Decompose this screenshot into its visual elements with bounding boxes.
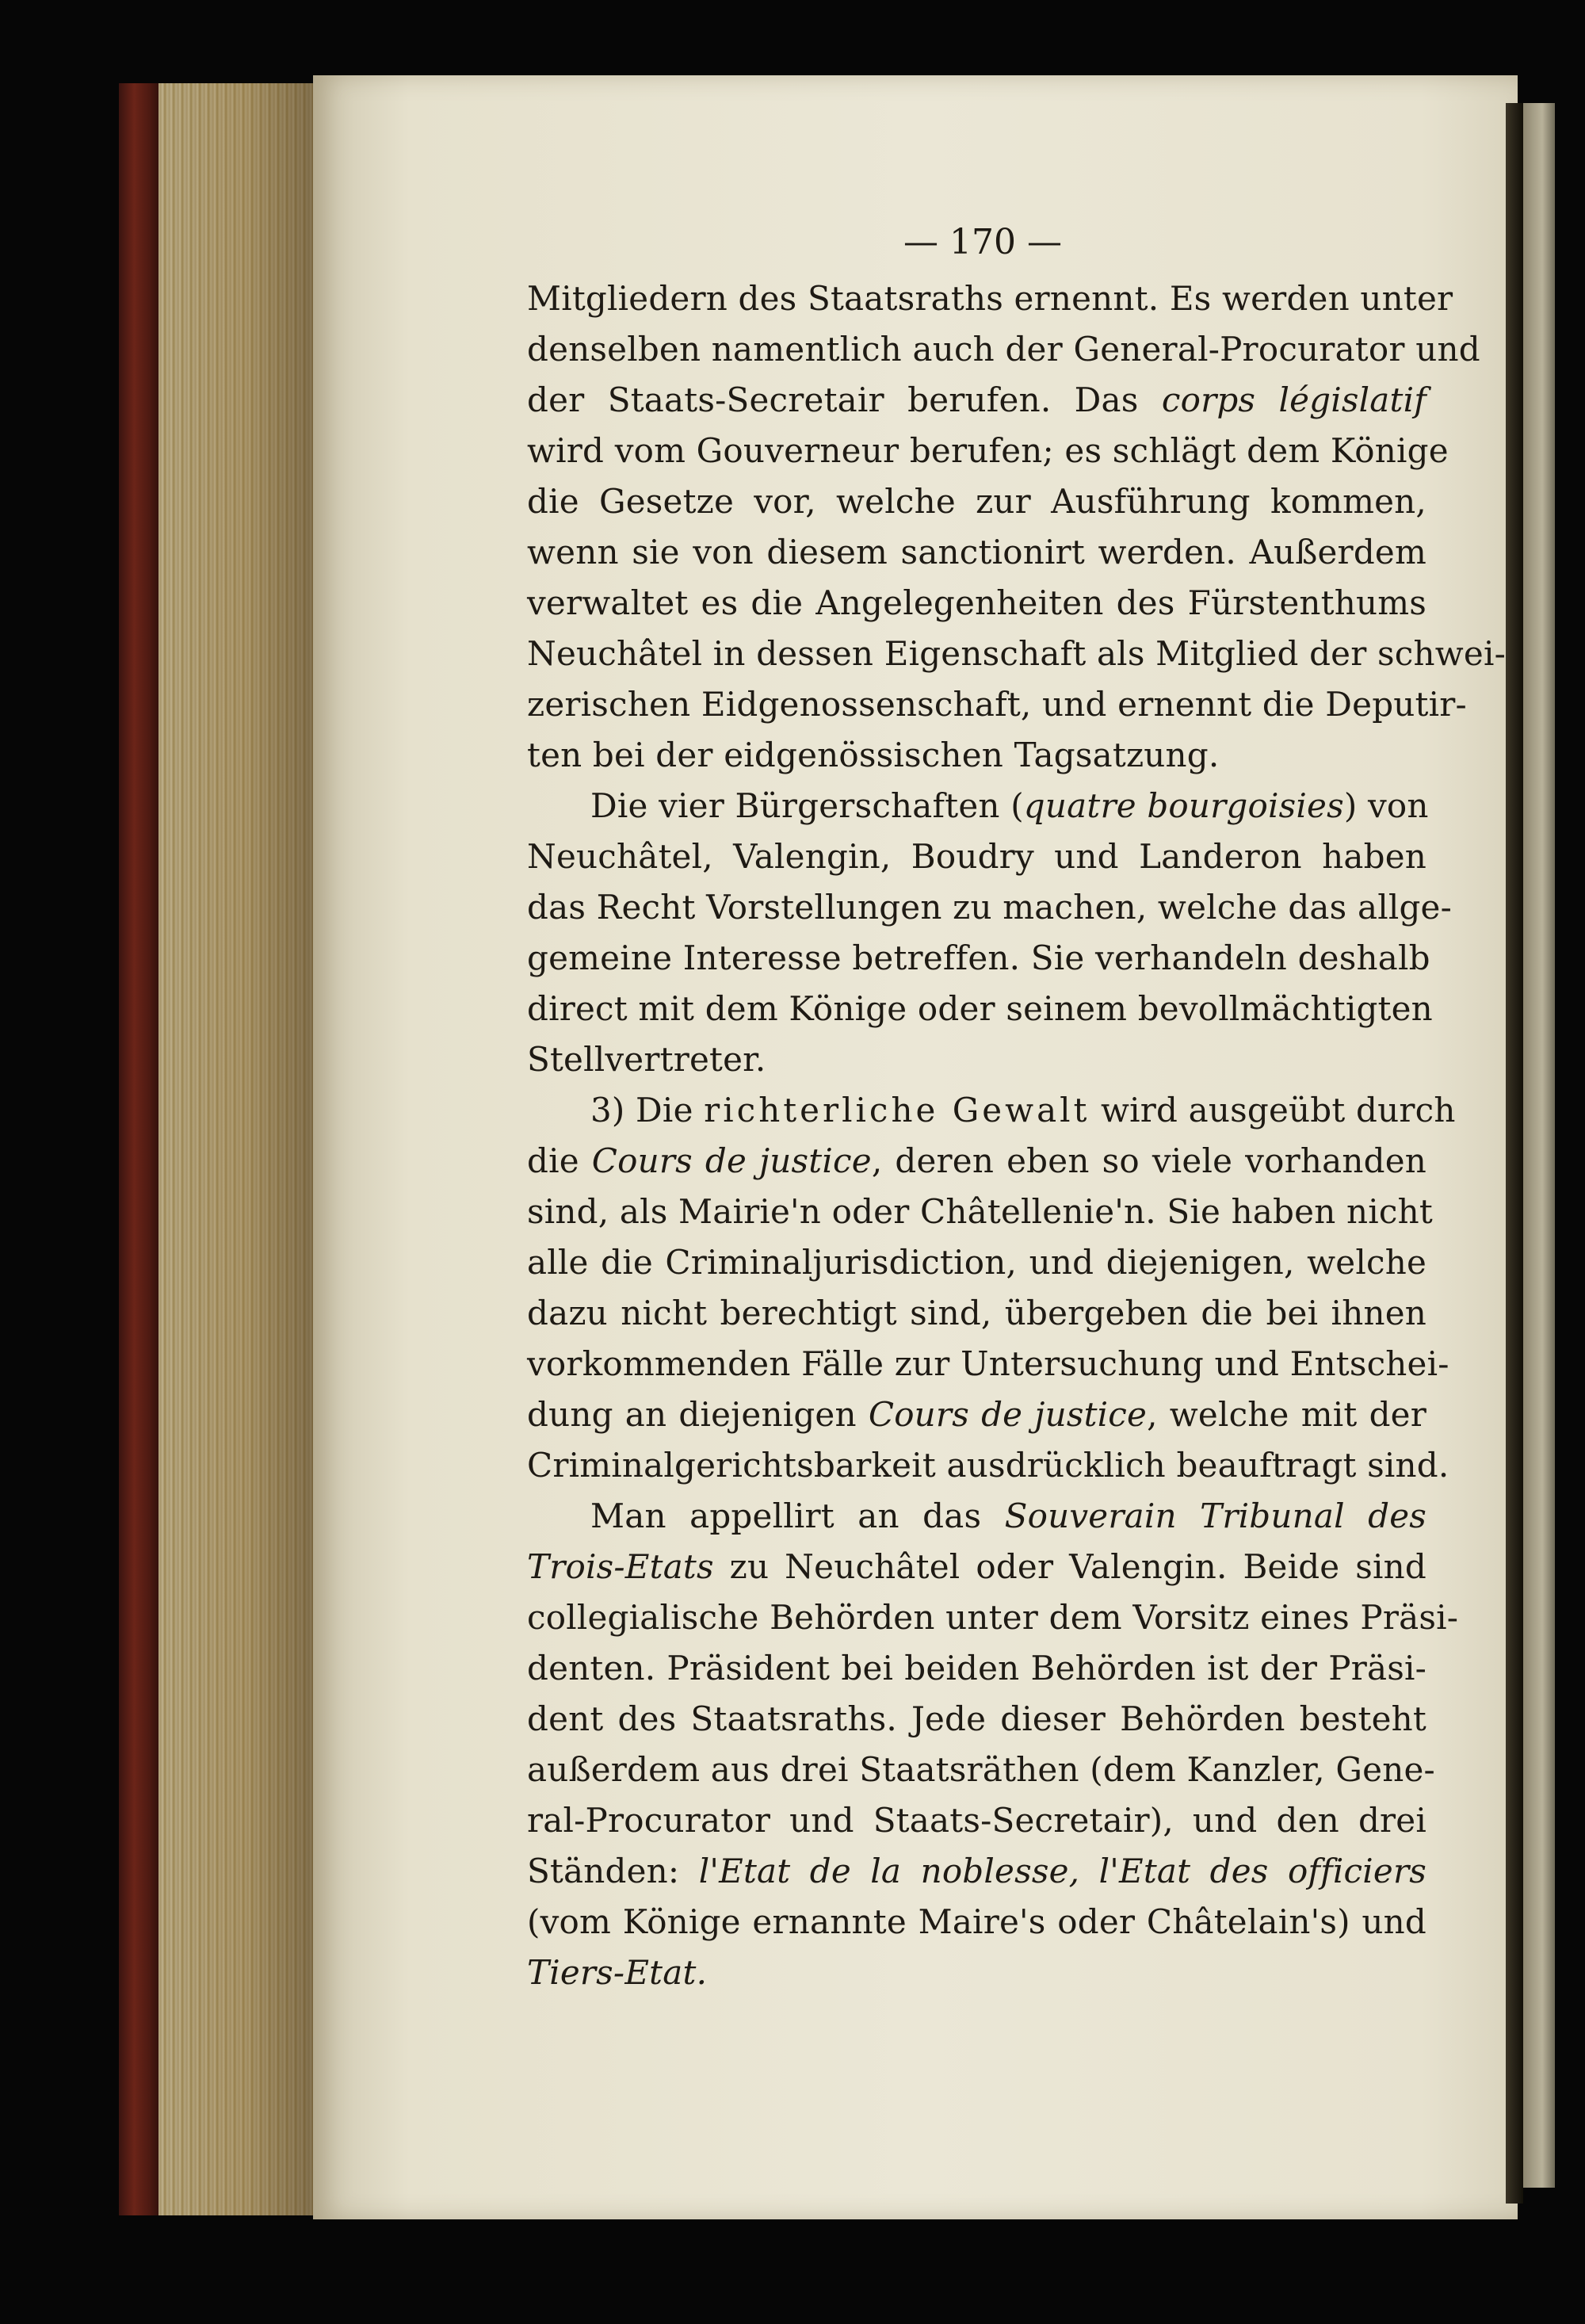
text-line — [527, 1034, 1426, 1085]
text-line — [527, 324, 1480, 375]
text-span: zerischen Eidgenossenschaft, und ernennt die Deputir- — [527, 685, 1467, 724]
text-line — [527, 1592, 1459, 1643]
text-line — [527, 1187, 1433, 1237]
text-line — [527, 984, 1433, 1034]
text-span: ) von — [1343, 786, 1429, 825]
text-line — [527, 1440, 1449, 1491]
text-span: der Staats-Secretair berufen. Das — [527, 380, 1162, 419]
text-span: die — [527, 1141, 592, 1180]
book-cover-edge — [119, 83, 162, 2215]
text-span: Mitgliedern des Staatsraths ernennt. Es werden unter — [527, 279, 1453, 318]
text-span: Stellvertreter. — [527, 1040, 766, 1079]
text-span: 3) Die — [590, 1091, 705, 1130]
italic-text: corps législatif — [1161, 380, 1426, 419]
text-span: Criminalgerichtsbarkeit ausdrücklich beauftragt sind. — [527, 1446, 1449, 1485]
page-edges — [158, 83, 317, 2215]
text-span: Man appellirt an das — [590, 1496, 1005, 1535]
text-line — [527, 1339, 1449, 1389]
text-span: (vom Könige ernannte Maire's oder Châtelain's) und — [527, 1902, 1426, 1941]
text-span: collegialische Behörden unter dem Vorsitz eines Präsi- — [527, 1598, 1459, 1637]
italic-text: Souverain Tribunal des — [1004, 1496, 1427, 1535]
text-span: außerdem aus drei Staatsräthen (dem Kanzler, Gene- — [527, 1750, 1435, 1789]
italic-text: Cours de justice — [591, 1141, 872, 1180]
text-span: denten. Präsident bei beiden Behörden ist der Präsi- — [527, 1649, 1426, 1688]
text-line — [527, 1085, 1456, 1136]
text-span: Die vier Bürgerschaften ( — [590, 786, 1024, 825]
text-span: das Recht Vorstellungen zu machen, welche das allge- — [527, 888, 1452, 927]
text-span: Neuchâtel in dessen Eigenschaft als Mitglied der schwei- — [527, 634, 1507, 673]
text-span: direct mit dem Könige oder seinem bevollmächtigten — [527, 989, 1433, 1028]
text-line — [527, 1897, 1426, 1947]
text-line — [527, 1237, 1426, 1288]
text-span: Neuchâtel, Valengin, Boudry und Landeron haben — [527, 837, 1426, 876]
text-span: sind, als Mairie'n oder Châtellenie'n. Sie haben nicht — [527, 1192, 1433, 1231]
text-span: dazu nicht berechtigt sind, übergeben die bei ihnen — [527, 1294, 1426, 1332]
italic-text: Cours de justice — [868, 1395, 1148, 1434]
text-span: , welche mit der — [1147, 1395, 1426, 1434]
text-span: Ständen: — [527, 1852, 699, 1890]
text-line — [527, 476, 1426, 527]
text-span: wenn sie von diesem sanctionirt werden. Außerdem — [527, 533, 1426, 571]
text-line — [527, 882, 1452, 933]
text-span: die Gesetze vor, welche zur Ausführung kommen, — [527, 482, 1426, 521]
text-line — [527, 426, 1449, 476]
italic-text: quatre bourgoisies — [1023, 786, 1344, 825]
text-line — [527, 831, 1426, 882]
text-span: verwaltet es die Angelegenheiten des Fürstenthums — [527, 583, 1426, 622]
text-line — [527, 1389, 1426, 1440]
text-span: wird vom Gouverneur berufen; es schlägt dem Könige — [527, 431, 1449, 470]
text-span: denselben namentlich auch der General-Procurator und — [527, 330, 1480, 369]
next-page-edge — [1523, 103, 1555, 2188]
text-line — [527, 1745, 1435, 1795]
spaced-text: richterliche Gewalt — [704, 1091, 1090, 1130]
text-line — [527, 1846, 1426, 1897]
text-span: wird ausgeübt durch — [1090, 1091, 1456, 1130]
text-line — [527, 1491, 1426, 1542]
text-line — [527, 375, 1426, 426]
text-span: vorkommenden Fälle zur Untersuchung und Entschei- — [527, 1344, 1449, 1383]
text-line — [527, 1795, 1426, 1846]
page-gutter — [1506, 103, 1523, 2204]
text-span: gemeine Interesse betreffen. Sie verhandeln deshalb — [527, 938, 1430, 977]
text-span: dung an diejenigen — [527, 1395, 869, 1434]
text-line — [527, 1288, 1426, 1339]
text-line — [527, 578, 1426, 629]
text-span: zu Neuchâtel oder Valengin. Beide sind — [713, 1547, 1426, 1586]
text-line — [527, 1542, 1426, 1592]
page-header — [864, 222, 1102, 262]
text-line — [527, 1694, 1426, 1745]
text-line — [527, 1947, 1426, 1998]
italic-text: Tiers-Etat. — [527, 1953, 708, 1992]
text-line — [527, 730, 1426, 781]
italic-text: l'Etat de la noblesse, l'Etat des officiers — [698, 1852, 1426, 1890]
text-line — [527, 781, 1429, 831]
text-line — [527, 1136, 1426, 1187]
text-line — [527, 527, 1426, 578]
body-text — [527, 273, 1507, 1998]
italic-text: Trois-Etats — [527, 1547, 714, 1586]
text-line — [527, 679, 1467, 730]
text-span: ral-Procurator und Staats-Secretair), und den drei — [527, 1801, 1426, 1840]
page-number: — 170 — — [903, 222, 1062, 262]
text-line — [527, 933, 1430, 984]
text-span: dent des Staatsraths. Jede dieser Behörden besteht — [527, 1699, 1426, 1738]
text-span: , deren eben so viele vorhanden — [871, 1141, 1427, 1180]
text-line — [527, 273, 1453, 324]
text-span: alle die Criminaljurisdiction, und diejenigen, welche — [527, 1243, 1426, 1282]
text-line — [527, 1643, 1426, 1694]
text-line — [527, 629, 1507, 679]
text-span: ten bei der eidgenössischen Tagsatzung. — [527, 736, 1220, 774]
